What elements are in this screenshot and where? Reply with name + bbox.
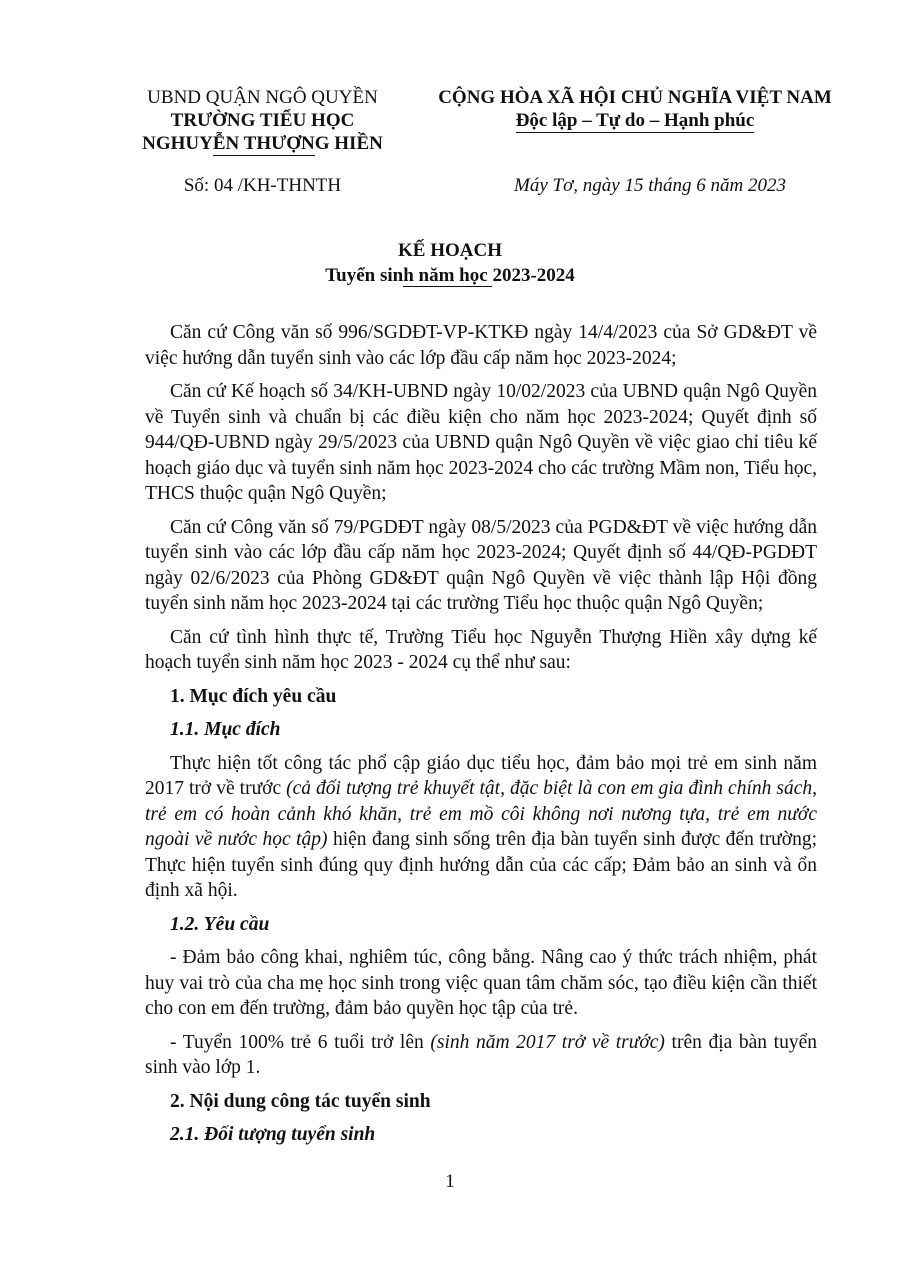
title-part: 2023-2024	[492, 265, 575, 286]
text: 1.1. Mục đích	[170, 719, 281, 740]
paragraph	[145, 320, 817, 371]
text: Thực hiện tốt công tác phổ cập giáo dục tiểu học, đảm bảo mọi trẻ em sinh năm 2017 trở về trước	[145, 752, 817, 799]
nation-name: CỘNG HÒA XÃ HỘI CHỦ NGHĨA VIỆT NAM	[438, 87, 832, 108]
title-line1: KẾ HOẠCH	[398, 240, 502, 261]
text: 1.2. Yêu cầu	[170, 913, 270, 935]
document-number: Số: 04 /KH-THNTH	[183, 175, 342, 196]
text: Căn cứ Công văn số 996/SGDĐT-VP-KTKĐ ngày 14/4/2023 của Sở GD&ĐT về việc hướng dẫn tuyển sinh vào các lớp đầu cấp năm học 2023-2024;	[145, 322, 817, 369]
section-heading	[145, 912, 817, 938]
text: Căn cứ Kế hoạch số 34/KH-UBND ngày 10/02/2023 của UBND quận Ngô Quyền về Tuyển sinh và chuẩn bị các điều kiện cho năm học 2023-2024; Quyết định số 944/QĐ-UBND ngày 29/5/2023 của UBND quận Ngô Quyền về việc giao chỉ tiêu kế hoạch giáo dục và tuyển sinh năm học 2023-2024 cho các trường Mầm non, Tiểu học, THCS thuộc quận Ngô Quyền;	[145, 381, 817, 504]
title-underlined: h năm học	[403, 265, 493, 286]
text: hiện đang sinh sống trên địa bàn tuyển sinh được đến trường; Thực hiện tuyển sinh đúng quy định hướng dẫn của các cấp; Đảm bảo an sinh và ổn định xã hội.	[145, 829, 817, 901]
text: Căn cứ Công văn số 79/PGDĐT ngày 08/5/2023 của PGD&ĐT về việc hướng dẫn tuyển sinh vào các lớp đầu cấp năm học 2023-2024; Quyết định số 44/QĐ-PGDĐT ngày 02/6/2023 của Phòng GD&ĐT quận Ngô Quyền về việc thành lập Hội đồng tuyển sinh năm học 2023-2024 tại các trường Tiểu học thuộc quận Ngô Quyền;	[145, 516, 817, 614]
school-name-part: NGHUY	[142, 133, 213, 154]
paragraph	[145, 379, 817, 507]
italic-text: (sinh năm 2017 trở về trước)	[430, 1031, 665, 1053]
text: trên địa bàn tuyển sinh vào lớp 1.	[145, 1031, 817, 1078]
school-name-underlined: ỄN THƯỢN	[212, 133, 315, 154]
place-date: Máy Tơ, ngày 15 tháng 6 năm 2023	[514, 175, 786, 196]
section-heading	[145, 684, 817, 710]
issuing-organization	[130, 86, 395, 156]
district-name: UBND QUẬN NGÔ QUYỀN	[147, 87, 378, 108]
section-heading	[145, 717, 817, 743]
text: 1. Mục đích yêu cầu	[170, 685, 337, 707]
paragraph	[145, 1030, 817, 1081]
national-header	[410, 86, 860, 133]
paragraph	[145, 515, 817, 617]
document-body	[145, 320, 817, 1156]
text: - Đảm bảo công khai, nghiêm túc, công bằng. Nâng cao ý thức trách nhiệm, phát huy vai trò của cha mẹ học sinh trong việc quan tâm chăm sóc, tạo điều kiện cần thiết cho con em đến trường, đảm bảo quyền học tập của trẻ.	[145, 947, 817, 1019]
paragraph	[145, 751, 817, 904]
text: Căn cứ tình hình thực tế, Trường Tiểu học Nguyễn Thượng Hiền xây dựng kế hoạch tuyển sinh năm học 2023 - 2024 cụ thể như sau:	[145, 626, 817, 673]
school-name-line1: TRƯỜNG TIỂU HỌC	[170, 110, 355, 131]
paragraph	[145, 625, 817, 676]
document-title	[0, 238, 900, 288]
school-name-part: G HIỀN	[314, 133, 383, 154]
section-heading	[145, 1122, 817, 1148]
national-motto: Độc lập – Tự do – Hạnh phúc	[515, 110, 755, 131]
title-line2	[0, 263, 900, 288]
page-number: 1	[445, 1171, 455, 1192]
text: 2. Nội dung công tác tuyển sinh	[170, 1090, 431, 1112]
text: 2.1. Đối tượng tuyển sinh	[170, 1124, 376, 1145]
section-heading	[145, 1089, 817, 1115]
title-part: Tuyển sin	[325, 265, 404, 286]
paragraph	[145, 945, 817, 1022]
text: - Tuyển 100% trẻ 6 tuổi trở lên	[170, 1031, 431, 1053]
italic-text: (cả đối tượng trẻ khuyết tật, đặc biệt là con em gia đình chính sách, trẻ em có hoàn cảnh khó khăn, trẻ em mồ côi không nơi nương tựa, trẻ em nước ngoài về nước học tập)	[145, 778, 818, 850]
school-name-line2	[130, 132, 395, 156]
